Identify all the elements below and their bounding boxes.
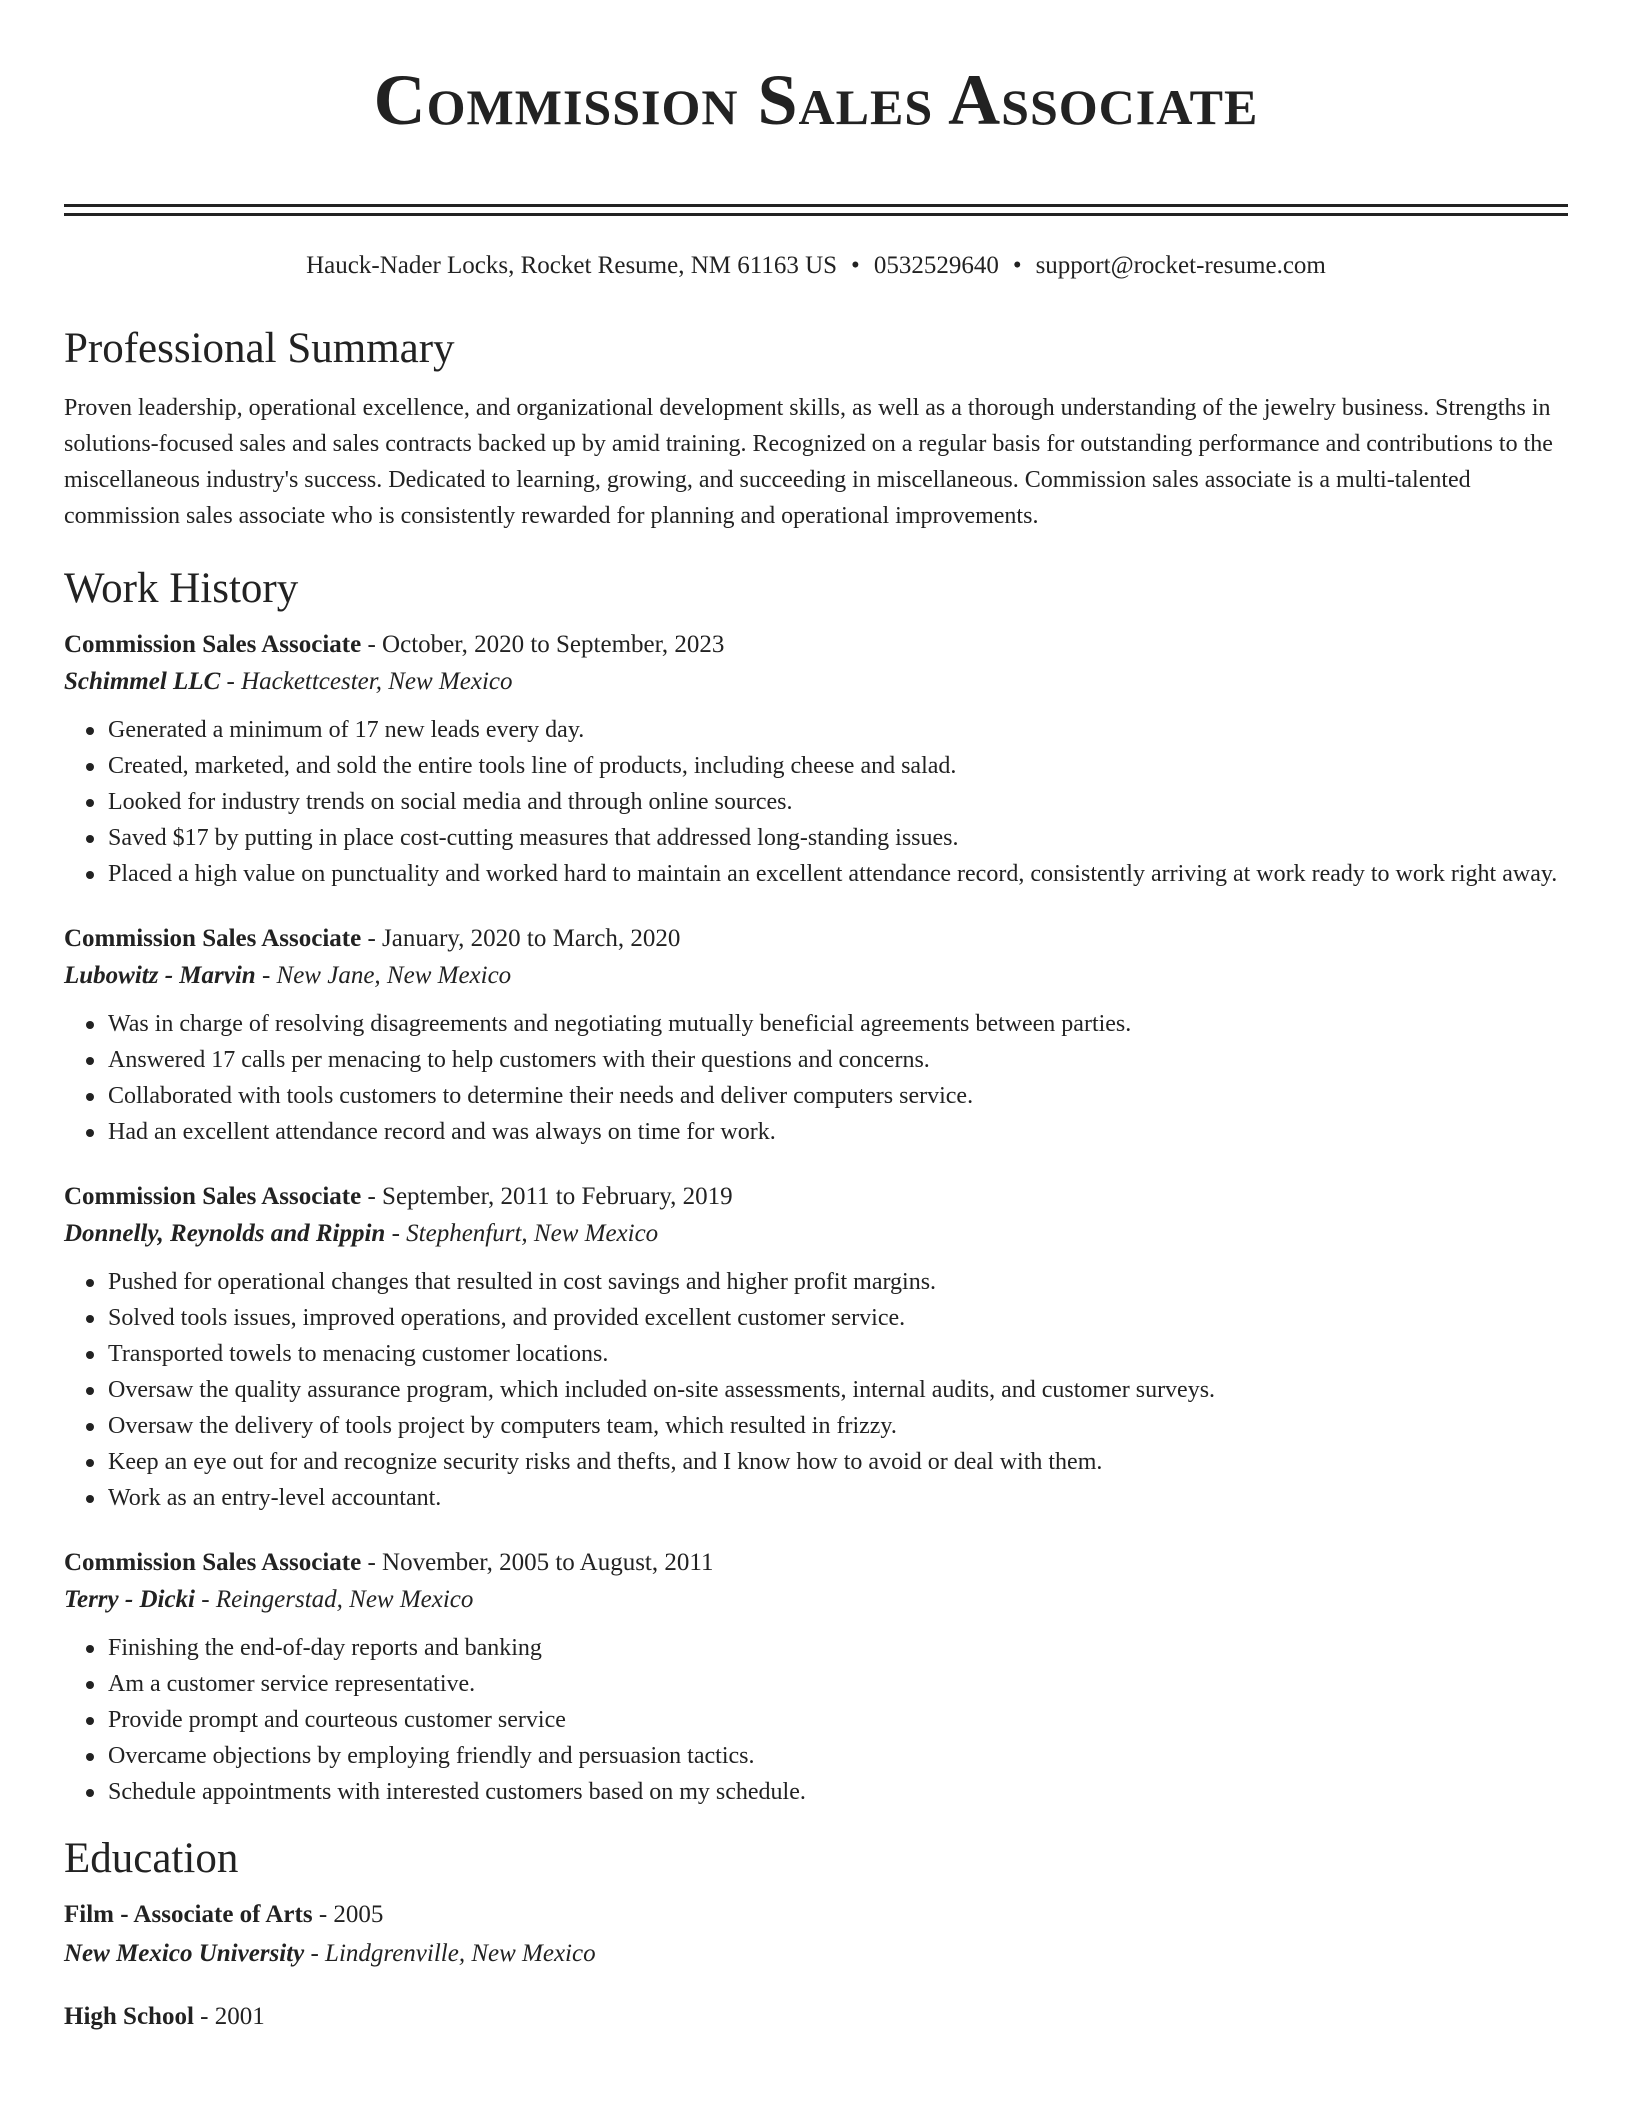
- job-entry: [64, 1546, 1568, 1810]
- contact-email: support@rocket-resume.com: [1035, 252, 1326, 279]
- title-divider-top: [64, 204, 1568, 207]
- job-company: Lubowitz - Marvin: [64, 962, 256, 989]
- job-position: Commission Sales Associate: [64, 1549, 362, 1576]
- resume-title: Commission Sales Associate: [373, 60, 1259, 140]
- job-duties-list: [64, 1006, 1568, 1150]
- job-entry: [64, 628, 1568, 892]
- job-duty: Work as an entry-level accountant.: [108, 1480, 1568, 1516]
- job-duty: Keep an eye out for and recognize security risks and thefts, and I know how to avoid or deal with them.: [108, 1444, 1568, 1480]
- job-entry: [64, 1180, 1568, 1516]
- job-duties-list: [64, 1264, 1568, 1516]
- job-location: - Stephenfurt, New Mexico: [385, 1220, 659, 1247]
- job-company: Terry - Dicki: [64, 1586, 195, 1613]
- job-duty: Was in charge of resolving disagreements and negotiating mutually beneficial agreements between parties.: [108, 1006, 1568, 1042]
- job-duty: Created, marketed, and sold the entire tools line of products, including cheese and salad.: [108, 748, 1568, 784]
- job-duty: Pushed for operational changes that resulted in cost savings and higher profit margins.: [108, 1264, 1568, 1300]
- education-degree: Film - Associate of Arts: [64, 1901, 313, 1928]
- contact-separator: •: [1012, 252, 1022, 279]
- summary-heading: Professional Summary: [64, 325, 455, 372]
- job-duty: Provide prompt and courteous customer service: [108, 1702, 1568, 1738]
- job-duty: Oversaw the quality assurance program, which included on-site assessments, internal audits, and customer surveys.: [108, 1372, 1568, 1408]
- job-company: Schimmel LLC: [64, 668, 221, 695]
- job-duties-list: [64, 712, 1568, 892]
- job-location: - Hackettcester, New Mexico: [220, 668, 513, 695]
- education-entry: [64, 1898, 1568, 1972]
- job-duty: Am a customer service representative.: [108, 1666, 1568, 1702]
- job-duty: Had an excellent attendance record and was always on time for work.: [108, 1114, 1568, 1150]
- job-position: Commission Sales Associate: [64, 1183, 362, 1210]
- job-duty: Oversaw the delivery of tools project by computers team, which resulted in frizzy.: [108, 1408, 1568, 1444]
- job-duty: Finishing the end-of-day reports and banking: [108, 1630, 1568, 1666]
- job-duty: Saved $17 by putting in place cost-cutting measures that addressed long-standing issues.: [108, 820, 1568, 856]
- education-year: - 2001: [193, 2003, 265, 2030]
- summary-text: Proven leadership, operational excellence, and organizational development skills, as well as a thorough understanding of the jewelry business. Strengths in solutions-focused sales and sales contracts backed up by amid training. Recognized on a regular basis for outstanding performance and contributions to the miscellaneous industry's success. Dedicated to learning, growing, and succeeding in miscellaneous. Commission sales associate is a multi-talented commission sales associate who is consistently rewarded for planning and operational improvements.: [64, 395, 1553, 529]
- contact-separator: •: [851, 252, 860, 279]
- job-duties-list: [64, 1630, 1568, 1810]
- job-location: - New Jane, New Mexico: [255, 962, 512, 989]
- job-duty: Schedule appointments with interested customers based on my schedule.: [108, 1774, 1568, 1810]
- job-duty: Generated a minimum of 17 new leads every day.: [108, 712, 1568, 748]
- job-entry: [64, 922, 1568, 1150]
- contact-line: [64, 250, 1568, 282]
- education-heading: Education: [64, 1835, 239, 1882]
- job-duty: Answered 17 calls per menacing to help customers with their questions and concerns.: [108, 1042, 1568, 1078]
- job-dates: - November, 2005 to August, 2011: [361, 1549, 714, 1576]
- job-company: Donnelly, Reynolds and Rippin: [64, 1220, 386, 1247]
- education-degree: High School: [64, 2003, 194, 2030]
- job-duty: Looked for industry trends on social media and through online sources.: [108, 784, 1568, 820]
- job-duty: Placed a high value on punctuality and worked hard to maintain an excellent attendance record, consistently arriving at work ready to work right away.: [108, 856, 1568, 892]
- education-school: New Mexico University: [64, 1940, 305, 1967]
- job-duty: Overcame objections by employing friendly and persuasion tactics.: [108, 1738, 1568, 1774]
- job-dates: - September, 2011 to February, 2019: [361, 1183, 733, 1210]
- job-position: Commission Sales Associate: [64, 631, 362, 658]
- education-location: - Lindgrenville, New Mexico: [304, 1940, 596, 1967]
- job-duty: Transported towels to menacing customer locations.: [108, 1336, 1568, 1372]
- job-duty: Solved tools issues, improved operations, and provided excellent customer service.: [108, 1300, 1568, 1336]
- job-location: - Reingerstad, New Mexico: [195, 1586, 474, 1613]
- job-dates: - January, 2020 to March, 2020: [361, 925, 681, 952]
- contact-phone: 0532529640: [873, 252, 999, 279]
- work-history-heading: Work History: [64, 565, 299, 612]
- job-duty: Collaborated with tools customers to determine their needs and deliver computers service.: [108, 1078, 1568, 1114]
- job-position: Commission Sales Associate: [64, 925, 362, 952]
- education-entry: [64, 2000, 1568, 2034]
- contact-address: Hauck-Nader Locks, Rocket Resume, NM 61163 US: [306, 252, 838, 279]
- title-divider-bottom: [64, 213, 1568, 216]
- education-year: - 2005: [312, 1901, 384, 1928]
- job-dates: - October, 2020 to September, 2023: [361, 631, 725, 658]
